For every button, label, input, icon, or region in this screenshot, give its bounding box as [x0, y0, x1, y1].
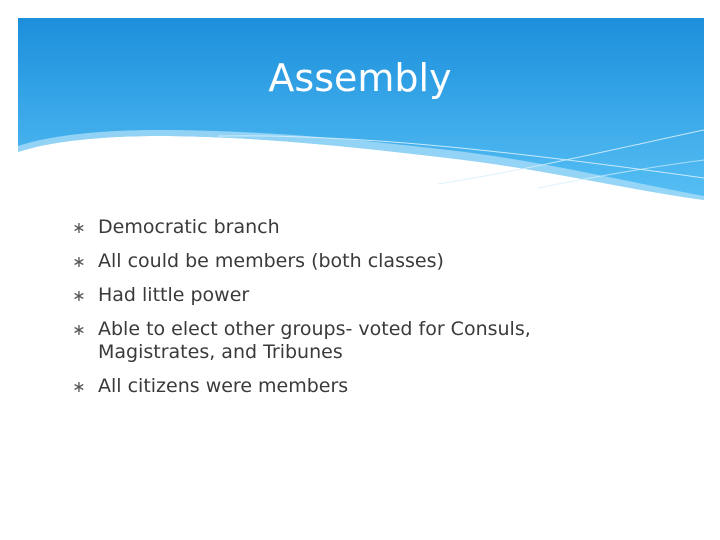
- list-item: [72, 318, 578, 364]
- asterisk-bullet-icon: ∗: [72, 286, 86, 305]
- bullet-text: All could be members (both classes): [98, 250, 444, 272]
- bullet-text: All citizens were members: [98, 375, 349, 397]
- asterisk-bullet-icon: ∗: [72, 320, 86, 339]
- title-banner: [18, 18, 704, 200]
- list-item: [72, 250, 692, 273]
- list-item: [72, 216, 692, 239]
- list-item: [72, 375, 692, 398]
- bullet-text: Had little power: [98, 284, 250, 306]
- slide-title: Assembly: [268, 56, 452, 100]
- asterisk-bullet-icon: ∗: [72, 377, 86, 396]
- banner-background: [18, 18, 704, 200]
- asterisk-bullet-icon: ∗: [72, 218, 86, 237]
- list-item: [72, 284, 692, 307]
- bullet-text: Democratic branch: [98, 216, 280, 238]
- asterisk-bullet-icon: ∗: [72, 252, 86, 271]
- bullet-text: Able to elect other groups- voted for Consuls, Magistrates, and Tribunes: [98, 318, 531, 363]
- bullet-list: [72, 216, 692, 409]
